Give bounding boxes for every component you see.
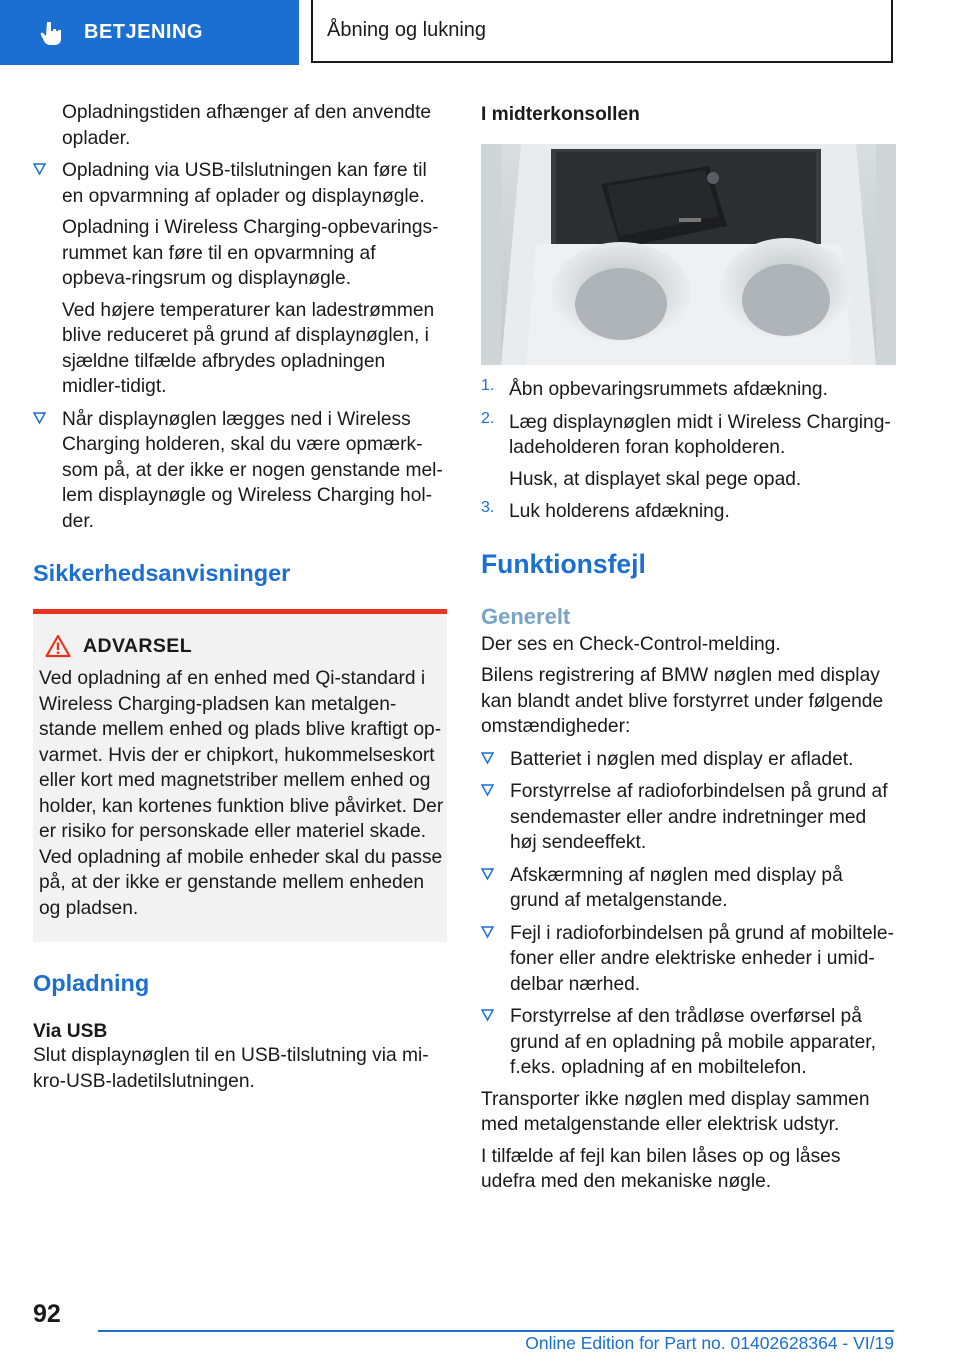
section-title: Åbning og lukning	[311, 0, 893, 63]
section-heading: Funktionsfejl	[481, 548, 646, 579]
step-number: 2.	[481, 409, 495, 427]
list-item	[481, 410, 896, 461]
list-item-text: Afskærmning af nøglen med display på grund af metalgenstande.	[510, 864, 843, 911]
left-column	[33, 100, 447, 1094]
list-item-text: Forstyrrelse af den trådløse overførsel på grund af en opladning på mobile apparater, f.eks. opladning af en mobiltelefon.	[510, 1006, 876, 1078]
paragraph: Opladningstiden afhænger af den anvendte oplader.	[62, 102, 432, 149]
list-item	[481, 377, 896, 403]
paragraph: Slut displaynøglen til en USB-tilslutning via mi-kro-USB-ladetilslutningen.	[33, 1045, 429, 1092]
list-item	[33, 407, 447, 535]
triangle-bullet-icon	[481, 926, 494, 939]
warning-text: Ved opladning af en enhed med Qi-standard i Wireless Charging-pladsen kan metalgen-stande mellem enhed og plads blive kraftigt op-varmet. Hvis der er chipkort, hukommelseskort eller kort med magnetstriber mellem enhed og holder, kan kortenes funktion blive påvirket. Der er risiko for personskade eller materiel skade. Ved opladning af mobile enheder skal du passe på, at der ikke er genstande mellem enheden og pladsen.	[39, 668, 444, 919]
right-column	[481, 100, 896, 1195]
section-heading: Sikkerhedsanvisninger	[33, 560, 291, 586]
list-item-text: Læg displaynøglen midt i Wireless Charging-ladeholderen foran kopholderen.	[509, 411, 891, 458]
triangle-bullet-icon	[481, 1009, 494, 1022]
chapter-title: BETJENING	[84, 21, 203, 43]
list-item-text: Når displaynøglen lægges ned i Wireless Charging holderen, skal du være opmærk-som på, at der ikke er nogen genstande mel-lem displaynøgle og Wireless Charging hol-der.	[62, 408, 443, 532]
triangle-bullet-icon	[481, 784, 494, 797]
triangle-bullet-icon	[33, 412, 46, 425]
paragraph: Husk, at displayet skal pege opad.	[509, 468, 802, 490]
triangle-bullet-icon	[481, 868, 494, 881]
list-item-text: Luk holderens afdækning.	[509, 501, 730, 522]
list-item-text: Åbn opbevaringsrummets afdækning.	[509, 379, 828, 400]
footer-edition: Online Edition for Part no. 01402628364 - VI/19	[525, 1333, 894, 1353]
warning-header	[45, 634, 447, 658]
list-item	[481, 499, 896, 525]
warning-box	[33, 609, 447, 942]
subheading: I midterkonsollen	[481, 104, 640, 125]
list-item-text: Opladning via USB-tilslutningen kan føre til en opvarmning af oplader og displaynøgle.	[62, 160, 427, 207]
hand-pointer-icon	[38, 19, 66, 47]
paragraph: Bilens registrering af BMW nøglen med display kan blandt andet blive forstyrret under følgende omstændigheder:	[481, 665, 884, 737]
list-item	[481, 1004, 896, 1081]
paragraph: I tilfælde af fejl kan bilen låses op og låses udefra med den mekaniske nøgle.	[481, 1145, 841, 1192]
triangle-bullet-icon	[33, 163, 46, 176]
paragraph: Transporter ikke nøglen med display sammen med metalgenstande eller elektrisk udstyr.	[481, 1088, 870, 1135]
paragraph: Ved højere temperaturer kan ladestrømmen blive reduceret på grund af displaynøglen, i sjældne tilfælde afbrydes opladningen midler-tidigt.	[62, 299, 435, 397]
list-item	[481, 921, 896, 998]
list-item	[33, 158, 447, 209]
warning-triangle-icon	[45, 634, 71, 658]
page-number: 92	[33, 1300, 61, 1328]
center-console-photo	[481, 144, 896, 365]
section-heading: Opladning	[33, 970, 150, 996]
subsection-heading: Generelt	[481, 603, 571, 629]
footer-divider	[98, 1330, 894, 1332]
paragraph: Der ses en Check-Control-melding.	[481, 633, 781, 655]
list-item	[481, 779, 896, 856]
list-item	[481, 747, 896, 773]
triangle-bullet-icon	[481, 752, 494, 765]
list-item-text: Batteriet i nøglen med display er afladet.	[510, 748, 854, 770]
step-number: 3.	[481, 499, 495, 516]
subheading: Via USB	[33, 1021, 108, 1042]
warning-title: ADVARSEL	[83, 634, 193, 657]
step-number: 1.	[481, 377, 495, 394]
list-item-text: Fejl i radioforbindelsen på grund af mobiltele-foner eller andre elektriske enheder i umid-delbar nærhed.	[510, 922, 894, 995]
list-item	[481, 863, 896, 914]
list-item-text: Forstyrrelse af radioforbindelsen på grund af sendemaster eller andre indretninger med høj sendeeffekt.	[510, 781, 888, 853]
chapter-tab	[0, 0, 299, 65]
paragraph: Opladning i Wireless Charging-opbevarings-rummet kan føre til en opvarmning af opbeva-ringsrum og displaynøgle.	[62, 217, 439, 289]
